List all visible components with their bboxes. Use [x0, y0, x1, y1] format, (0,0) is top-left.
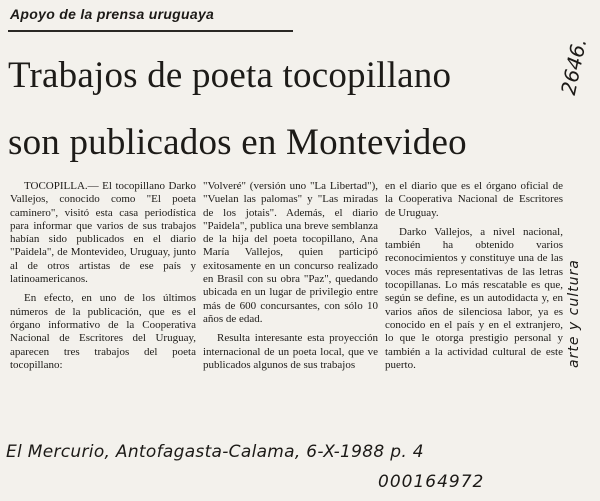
article-column-1 [10, 180, 196, 372]
article-column-2 [203, 180, 378, 372]
column-3-paragraph-2: Darko Vallejos, a nivel nacional, también ha obtenido varios reconocimientos y constituye una de las voces más representativas de las letras tocopillanas. Lo más rescatable es que, según se define, es un autodidacta y, en varios años de silenciosa labor, ya es conocido en el país y en el extranjero, lo que le otorga prestigio personal y también a la actividad cultural de este puerto. [385, 225, 563, 371]
handwritten-archive-id: 000164972 [378, 472, 485, 492]
column-2-paragraph-2: Resulta interesante esta proyección internacional de un poeta local, que ve publicados algunos de sus trabajos [203, 332, 378, 371]
headline-line-2: son publicados en Montevideo [8, 122, 467, 163]
handwritten-section-label: arte y cultura [566, 259, 582, 368]
column-1-paragraph-2: En efecto, en uno de los últimos números de la publicación, que es el órgano informativo de la Cooperativa Nacional de Escritores del Uruguay, aparecen tres trabajos del poeta tocopillano: [10, 292, 196, 371]
kicker-underline [8, 30, 293, 32]
handwritten-source-citation: El Mercurio, Antofagasta-Calama, 6-X-1988 p. 4 [6, 442, 424, 462]
handwritten-page-number: 2646. [556, 35, 592, 97]
column-3-paragraph-1: en el diario que es el órgano oficial de la Cooperativa Nacional de Escritores de Uruguay. [385, 180, 563, 219]
headline-line-1: Trabajos de poeta tocopillano [8, 55, 452, 96]
column-2-paragraph-1: "Volveré" (versión uno "La Libertad"), "Vuelan las palomas" y "Las miradas de los jotais". Además, el diario "Paidela", publica una breve semblanza de la hija del poeta tocopillano, Ana María Vallejos, quien participó exitosamente en un concurso realizado en Brasil con su obra "Paz", quedando ubicada en un lugar de privilegio entre más de 600 concursantes, con sólo 10 años de edad. [203, 180, 378, 325]
section-kicker: Apoyo de la prensa uruguaya [10, 6, 215, 22]
column-1-paragraph-1: TOCOPILLA.— El tocopillano Darko Vallejos, conocido como "El poeta caminero", visitó esta casa periodística para informar que varios de sus trabajos habían sido publicados en el diario "Paidela", de Montevideo, Uruguay, junto al de otros artistas de ese país y latinoamericanos. [10, 180, 196, 286]
article-column-3 [385, 180, 563, 372]
